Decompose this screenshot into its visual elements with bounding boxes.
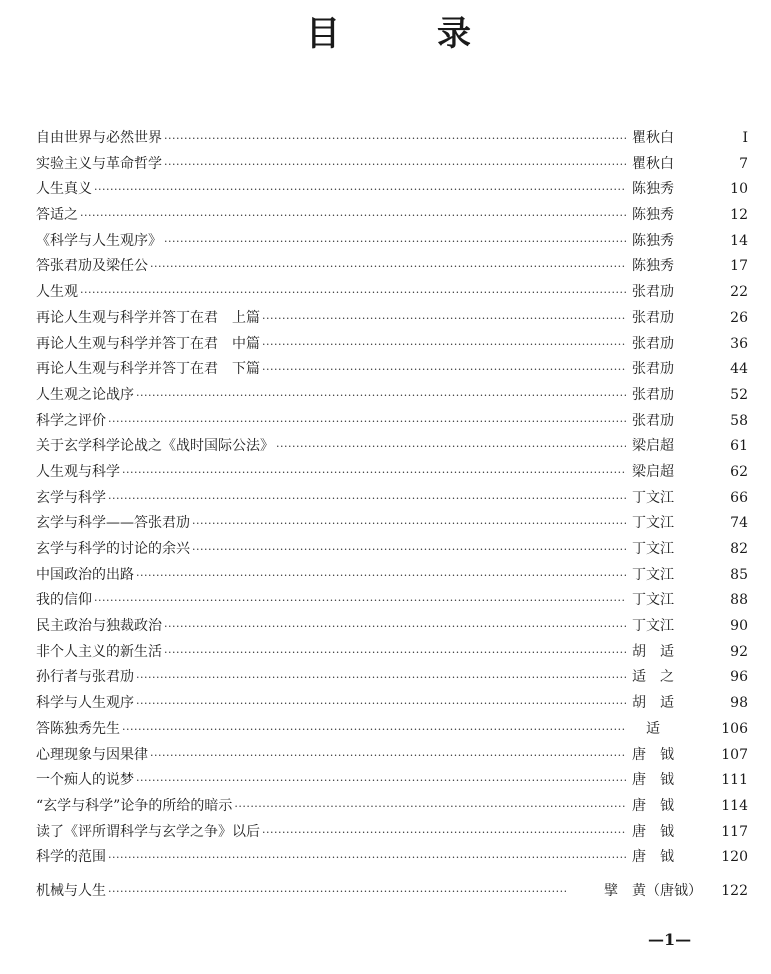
leader-dots <box>136 691 626 717</box>
toc-entry <box>36 332 748 358</box>
title-char-2: 录 <box>437 14 471 54</box>
toc-entry-author: 瞿秋白 <box>632 130 674 146</box>
toc-entry <box>36 640 748 666</box>
toc-entry-author: 梁启超 <box>632 463 674 480</box>
toc-entry-page: 106 <box>721 720 748 737</box>
toc-entry-author: 丁文江 <box>632 489 674 506</box>
toc-entry-author: 胡 适 <box>632 695 674 712</box>
leader-dots <box>136 768 626 794</box>
toc-entry <box>36 383 748 409</box>
page-number: —1— <box>648 930 692 949</box>
toc-entry <box>36 768 748 794</box>
toc-entry <box>36 820 748 846</box>
leader-dots <box>262 820 626 846</box>
toc-entry <box>36 845 748 871</box>
toc-entry-page: 36 <box>730 335 748 352</box>
toc-entry-title: 再论人生观与科学并答丁在君 下篇 <box>36 361 260 378</box>
toc-entry <box>36 152 748 178</box>
toc-entry-page: 85 <box>730 566 748 583</box>
toc-entry-author: 胡 适 <box>632 643 674 660</box>
toc-entry <box>36 203 748 229</box>
toc-entry-page: 90 <box>730 618 748 635</box>
toc-entry-page: 66 <box>730 489 748 506</box>
toc-entry-page: 117 <box>721 823 748 840</box>
toc-entry <box>36 409 748 435</box>
leader-dots <box>164 640 626 666</box>
toc-entry <box>36 537 748 563</box>
toc-entry-page: 120 <box>721 849 748 866</box>
toc-entry-title: 心理现象与因果律 <box>36 746 148 763</box>
toc-entry-author: 梁启超 <box>632 438 674 455</box>
leader-dots <box>108 845 626 871</box>
toc-entry-title: 玄学与科学的讨论的余兴 <box>36 541 190 557</box>
toc-entry-author: 唐 钺 <box>632 849 674 866</box>
toc-entry <box>36 486 748 512</box>
leader-dots <box>122 717 626 743</box>
toc-entry-page: 61 <box>730 438 748 455</box>
toc-entry-author: 适 <box>632 720 660 737</box>
toc-entry-page: 111 <box>721 772 748 789</box>
leader-dots <box>136 383 626 409</box>
leader-dots <box>94 177 626 203</box>
toc-entry-page: 58 <box>730 412 748 429</box>
toc-entry-author: 张君劢 <box>632 284 674 301</box>
leader-dots <box>192 537 626 563</box>
leader-dots <box>276 434 626 460</box>
leader-dots <box>122 460 626 486</box>
toc-entry-author: 丁文江 <box>632 618 674 635</box>
toc-entry-author: 丁文江 <box>632 515 674 532</box>
toc-entry-author: 张君劢 <box>632 386 674 403</box>
toc-entry-author: 唐 钺 <box>632 772 674 789</box>
leader-dots <box>234 794 626 820</box>
leader-dots <box>262 306 626 332</box>
toc-entry-title: 中国政治的出路 <box>36 566 134 583</box>
toc-entry-page: 98 <box>730 695 748 712</box>
toc-entry-title: 关于玄学科学论战之《战时国际公法》 <box>36 438 274 455</box>
leader-dots <box>164 614 626 640</box>
toc-entry-author: 陈独秀 <box>632 258 674 275</box>
toc-entry-page: 92 <box>730 643 748 660</box>
page-title <box>0 6 771 56</box>
leader-dots <box>192 511 626 537</box>
toc-entry-title: 一个痴人的说梦 <box>36 772 134 789</box>
toc-entry-page: 52 <box>730 386 748 403</box>
toc-entry-title: 玄学与科学 <box>36 489 106 506</box>
toc-entry-page: 10 <box>730 181 748 198</box>
toc-entry <box>36 126 748 152</box>
toc-entry <box>36 563 748 589</box>
toc-entry-page: 12 <box>730 207 748 224</box>
toc-entry <box>36 743 748 769</box>
toc-entry-page: 26 <box>730 309 748 326</box>
leader-dots <box>150 743 626 769</box>
leader-dots <box>136 665 626 691</box>
toc-entry-author: 唐 钺 <box>632 746 674 763</box>
toc-entry <box>36 434 748 460</box>
leader-dots <box>108 879 566 905</box>
leader-dots <box>108 486 626 512</box>
toc-entry <box>36 357 748 383</box>
toc-entry-author: 丁文江 <box>632 566 674 583</box>
toc-entry <box>36 614 748 640</box>
toc-entry <box>36 665 748 691</box>
toc-entry-title: 科学之评价 <box>36 412 106 429</box>
toc-entry-page: 122 <box>721 882 748 899</box>
toc-entry-page: 82 <box>730 541 748 557</box>
toc-entry <box>36 511 748 537</box>
leader-dots <box>108 409 626 435</box>
toc-entry <box>36 177 748 203</box>
toc-entry <box>36 280 748 306</box>
toc-entry-page: 22 <box>730 284 748 301</box>
toc-entry-title: 玄学与科学——答张君劢 <box>36 515 190 532</box>
leader-dots <box>136 563 626 589</box>
leader-dots <box>164 126 626 152</box>
toc-entry-page: 114 <box>721 797 748 814</box>
toc-entry-page: 96 <box>730 669 748 686</box>
toc-entry <box>36 717 748 743</box>
toc-entry-title: 人生观 <box>36 284 78 301</box>
toc-entry-title: “玄学与科学”论争的所给的暗示 <box>36 797 233 814</box>
toc-entry <box>36 794 748 820</box>
leader-dots <box>262 357 626 383</box>
leader-dots <box>80 203 626 229</box>
toc-entry-title: 答适之 <box>36 207 78 224</box>
toc-entry-author: 张君劢 <box>632 412 674 429</box>
toc-entry <box>36 588 748 614</box>
toc-entry-page: 7 <box>739 155 748 172</box>
toc-entry-author: 张君劢 <box>632 309 674 326</box>
toc-entry-author: 陈独秀 <box>632 232 674 249</box>
toc-entry <box>36 691 748 717</box>
leader-dots <box>80 280 626 306</box>
toc-entry <box>36 306 748 332</box>
leader-dots <box>150 254 626 280</box>
title-char-1: 目 <box>306 14 340 54</box>
toc-entry-author: 陈独秀 <box>632 207 674 224</box>
toc-entry-title: 人生观之论战序 <box>36 386 134 403</box>
toc-entry-title: 《科学与人生观序》 <box>36 232 162 249</box>
toc-entry-page: 44 <box>730 361 748 378</box>
toc-entry-title: 我的信仰 <box>36 592 92 609</box>
toc-entry-title: 人生观与科学 <box>36 463 120 480</box>
toc-entry-author: 陈独秀 <box>632 181 674 198</box>
toc-entry-author: 擘 黄（唐钺） <box>604 882 702 899</box>
toc-entry-page: 17 <box>730 258 748 275</box>
leader-dots <box>164 229 626 255</box>
toc-entry-title: 再论人生观与科学并答丁在君 上篇 <box>36 309 260 326</box>
toc-entry-title: 答陈独秀先生 <box>36 720 120 737</box>
toc-entry-page: 88 <box>730 592 748 609</box>
toc-entry-title: 读了《评所谓科学与玄学之争》以后 <box>36 823 260 840</box>
toc-entry-title: 再论人生观与科学并答丁在君 中篇 <box>36 335 260 352</box>
toc-entry-title: 人生真义 <box>36 181 92 198</box>
toc-entry-title: 孙行者与张君劢 <box>36 669 134 686</box>
toc-entry <box>36 879 748 905</box>
leader-dots <box>94 588 626 614</box>
toc-entry-author: 张君劢 <box>632 335 674 352</box>
table-of-contents <box>36 126 748 905</box>
toc-entry-title: 科学的范围 <box>36 849 106 866</box>
toc-entry-page: I <box>742 130 748 146</box>
leader-dots <box>164 152 626 178</box>
leader-dots <box>262 332 626 358</box>
toc-entry-author: 丁文江 <box>632 541 674 557</box>
toc-entry-author: 丁文江 <box>632 592 674 609</box>
toc-entry-author: 唐 钺 <box>632 823 674 840</box>
toc-entry-title: 民主政治与独裁政治 <box>36 618 162 635</box>
toc-entry <box>36 460 748 486</box>
toc-entry-author: 适 之 <box>632 669 674 686</box>
toc-entry-page: 107 <box>721 746 748 763</box>
toc-entry <box>36 254 748 280</box>
toc-entry-author: 瞿秋白 <box>632 155 674 172</box>
toc-entry-title: 非个人主义的新生活 <box>36 643 162 660</box>
toc-entry-page: 62 <box>730 463 748 480</box>
toc-entry-title: 自由世界与必然世界 <box>36 130 162 146</box>
toc-entry-title: 实验主义与革命哲学 <box>36 155 162 172</box>
toc-entry-title: 科学与人生观序 <box>36 695 134 712</box>
toc-entry-title: 答张君劢及梁任公 <box>36 258 148 275</box>
toc-entry-page: 74 <box>730 515 748 532</box>
toc-entry-author: 唐 钺 <box>632 797 674 814</box>
toc-entry-title: 机械与人生 <box>36 882 106 899</box>
toc-entry-author: 张君劢 <box>632 361 674 378</box>
toc-entry <box>36 229 748 255</box>
toc-entry-page: 14 <box>730 232 748 249</box>
